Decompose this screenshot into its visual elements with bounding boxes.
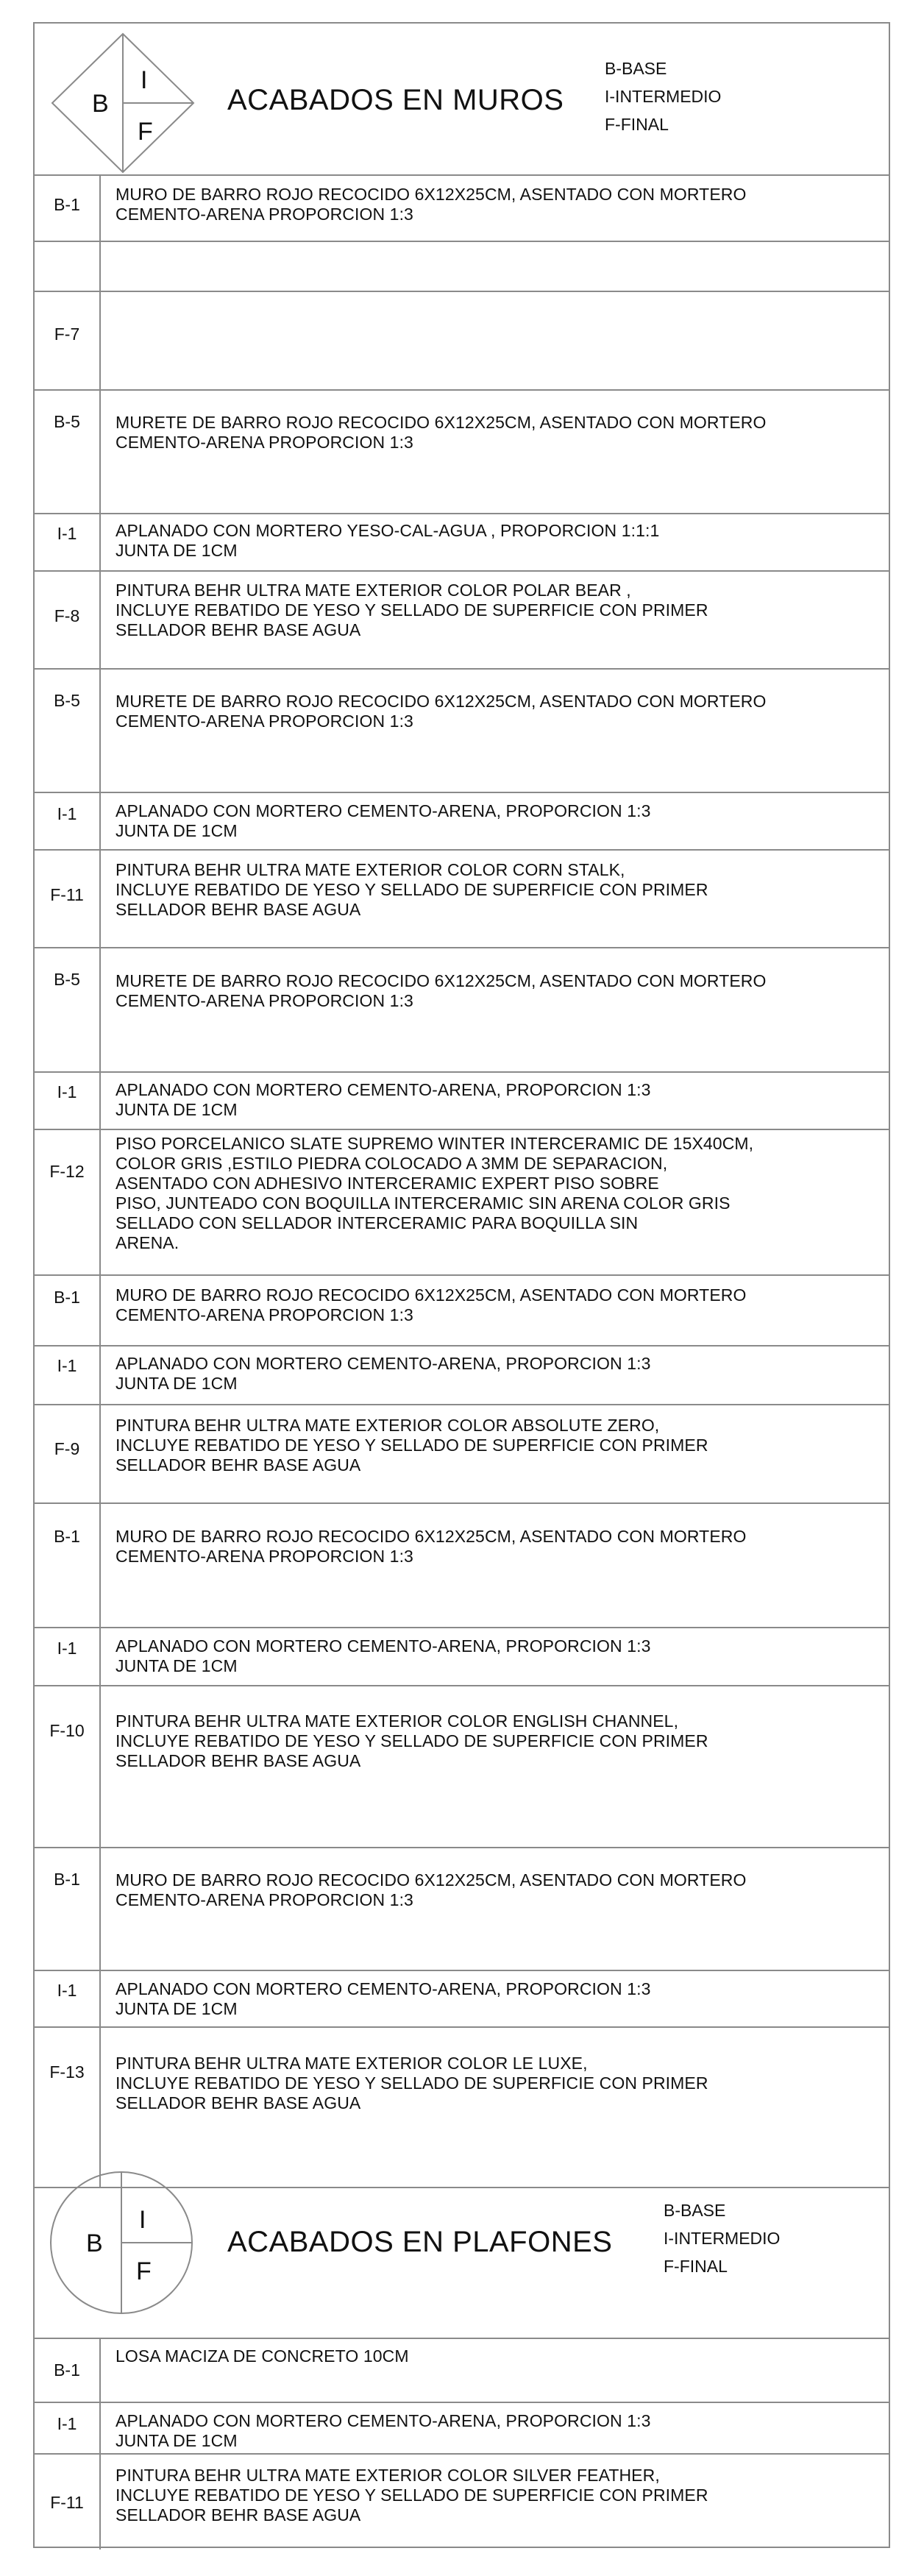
wall-finish-row-code: F-9	[54, 1439, 80, 1458]
legend-base: B-BASE	[605, 59, 667, 78]
wall-finish-row-description: PINTURA BEHR ULTRA MATE EXTERIOR COLOR LE LUXE, INCLUYE REBATIDO DE YESO Y SELLADO DE SUPERFICIE CON PRIMER SELLADOR BEHR BASE AGUA	[115, 2054, 708, 2112]
table-top-rule	[35, 2338, 889, 2339]
symbol-base-letter: B	[92, 90, 109, 118]
wall-finish-row-code: I-1	[57, 1639, 77, 1658]
symbol-base-letter: B	[86, 2229, 103, 2257]
row-divider	[35, 1627, 889, 1628]
wall-finish-row-code: B-1	[54, 1288, 80, 1307]
row-divider	[35, 947, 889, 948]
ceiling-finish-row-code: I-1	[57, 2414, 77, 2433]
row-divider	[35, 513, 889, 514]
wall-finish-row-description: APLANADO CON MORTERO CEMENTO-ARENA, PROPORCION 1:3 JUNTA DE 1CM	[115, 1354, 651, 1393]
legend-intermediate: I-INTERMEDIO	[664, 2229, 781, 2248]
wall-finish-row-code: B-1	[54, 195, 80, 214]
wall-finish-row-code: I-1	[57, 1356, 77, 1375]
ceiling-finish-row-code: F-11	[50, 2493, 84, 2512]
wall-finish-row-description: PINTURA BEHR ULTRA MATE EXTERIOR COLOR CORN STALK, INCLUYE REBATIDO DE YESO Y SELLADO DE SUPERFICIE CON PRIMER SELLADOR BEHR BASE AGUA	[115, 860, 708, 919]
row-divider	[35, 389, 889, 391]
wall-finish-row-description: PINTURA BEHR ULTRA MATE EXTERIOR COLOR ENGLISH CHANNEL, INCLUYE REBATIDO DE YESO Y SELLADO DE SUPERFICIE CON PRIMER SELLADOR BEHR BASE AGUA	[115, 1711, 708, 1770]
row-divider	[35, 1847, 889, 1848]
wall-finish-row-code: B-1	[54, 1870, 80, 1889]
table-top-rule	[35, 174, 889, 176]
wall-finish-row-description: MURO DE BARRO ROJO RECOCIDO 6X12X25CM, ASENTADO CON MORTERO CEMENTO-ARENA PROPORCION 1:3	[115, 1527, 747, 1566]
row-divider	[35, 1071, 889, 1073]
wall-finish-row-description: PINTURA BEHR ULTRA MATE EXTERIOR COLOR ABSOLUTE ZERO, INCLUYE REBATIDO DE YESO Y SELLADO DE SUPERFICIE CON PRIMER SELLADOR BEHR BASE AGUA	[115, 1416, 708, 1475]
wall-finish-row-code: B-5	[54, 412, 80, 431]
wall-finish-row-description: PISO PORCELANICO SLATE SUPREMO WINTER INTERCERAMIC DE 15X40CM, COLOR GRIS ,ESTILO PIEDRA COLOCADO A 3MM DE SEPARACION, ASENTADO CON ADHESIVO INTERCERAMIC EXPERT PISO SOBRE PISO, JUNTEADO CON BOQUILLA INTERCERAMIC SIN ARENA COLOR GRIS SELLADO CON SELLADOR INTERCERAMIC PARA BOQUILLA SIN ARENA.	[115, 1134, 754, 1252]
row-divider	[35, 2402, 889, 2403]
legend-intermediate: I-INTERMEDIO	[605, 87, 722, 106]
symbol-intermediate-letter: I	[139, 2206, 146, 2234]
wall-finish-row-code: F-13	[49, 2062, 85, 2082]
section-divider	[35, 2187, 889, 2188]
row-divider	[35, 1345, 889, 1346]
wall-finish-row-description: MURO DE BARRO ROJO RECOCIDO 6X12X25CM, ASENTADO CON MORTERO CEMENTO-ARENA PROPORCION 1:3	[115, 1870, 747, 1909]
finishes-sheet	[33, 22, 890, 2548]
walls-section-title: ACABADOS EN MUROS	[227, 84, 564, 116]
wall-finish-row-code: F-10	[49, 1721, 85, 1740]
row-divider	[35, 1970, 889, 1971]
row-divider	[35, 2453, 889, 2455]
wall-finish-row-code: I-1	[57, 1981, 77, 2000]
row-divider	[35, 570, 889, 572]
wall-finish-row-description: APLANADO CON MORTERO CEMENTO-ARENA, PROPORCION 1:3 JUNTA DE 1CM	[115, 1979, 651, 2018]
wall-finish-row-code: F-11	[50, 885, 84, 904]
legend-base: B-BASE	[664, 2201, 726, 2220]
wall-finish-row-description: PINTURA BEHR ULTRA MATE EXTERIOR COLOR POLAR BEAR , INCLUYE REBATIDO DE YESO Y SELLADO DE SUPERFICIE CON PRIMER SELLADOR BEHR BASE AGUA	[115, 581, 708, 639]
row-divider	[35, 792, 889, 793]
ceilings-section-title: ACABADOS EN PLAFONES	[227, 2226, 613, 2258]
row-divider	[35, 291, 889, 292]
wall-finish-row-code: F-12	[49, 1162, 85, 1181]
legend-final: F-FINAL	[605, 115, 669, 134]
wall-finish-row-code: F-7	[54, 324, 80, 344]
wall-finish-row-description: MURETE DE BARRO ROJO RECOCIDO 6X12X25CM, ASENTADO CON MORTERO CEMENTO-ARENA PROPORCION 1:3	[115, 413, 767, 452]
code-column-divider	[99, 2338, 101, 2550]
ceilings-legend	[664, 2196, 780, 2280]
wall-finish-row-code: B-1	[54, 1527, 80, 1546]
symbol-final-letter: F	[136, 2257, 152, 2285]
wall-finish-row-description: APLANADO CON MORTERO CEMENTO-ARENA, PROPORCION 1:3 JUNTA DE 1CM	[115, 1636, 651, 1675]
wall-finish-row-code: I-1	[57, 524, 77, 543]
row-divider	[35, 1685, 889, 1686]
row-divider	[35, 241, 889, 242]
row-divider	[35, 849, 889, 851]
wall-finish-row-code: I-1	[57, 1082, 77, 1101]
symbol-final-letter: F	[138, 118, 153, 146]
ceiling-finish-row-description: APLANADO CON MORTERO CEMENTO-ARENA, PROPORCION 1:3 JUNTA DE 1CM	[115, 2411, 651, 2450]
wall-finish-row-description: APLANADO CON MORTERO CEMENTO-ARENA, PROPORCION 1:3 JUNTA DE 1CM	[115, 1080, 651, 1119]
wall-finish-row-code: F-8	[54, 606, 80, 625]
wall-finish-row-description: MURETE DE BARRO ROJO RECOCIDO 6X12X25CM, ASENTADO CON MORTERO CEMENTO-ARENA PROPORCION 1:3	[115, 971, 767, 1010]
ceiling-finish-row-code: B-1	[54, 2360, 80, 2380]
row-divider	[35, 1404, 889, 1405]
wall-finish-row-description: MURETE DE BARRO ROJO RECOCIDO 6X12X25CM, ASENTADO CON MORTERO CEMENTO-ARENA PROPORCION 1:3	[115, 692, 767, 731]
code-column-divider	[99, 174, 101, 2187]
row-divider	[35, 668, 889, 670]
wall-finish-row-code: B-5	[54, 970, 80, 989]
wall-finish-diamond-symbol	[48, 29, 198, 177]
wall-finish-row-description: MURO DE BARRO ROJO RECOCIDO 6X12X25CM, ASENTADO CON MORTERO CEMENTO-ARENA PROPORCION 1:3	[115, 1285, 747, 1324]
row-divider	[35, 1502, 889, 1504]
row-divider	[35, 2026, 889, 2028]
ceiling-finish-row-description: LOSA MACIZA DE CONCRETO 10CM	[115, 2346, 409, 2366]
wall-finish-row-description: APLANADO CON MORTERO YESO-CAL-AGUA , PROPORCION 1:1:1 JUNTA DE 1CM	[115, 521, 660, 560]
ceiling-finish-row-description: PINTURA BEHR ULTRA MATE EXTERIOR COLOR SILVER FEATHER, INCLUYE REBATIDO DE YESO Y SELLADO DE SUPERFICIE CON PRIMER SELLADOR BEHR BASE AGUA	[115, 2466, 708, 2524]
walls-legend	[605, 54, 721, 138]
wall-finish-row-code: I-1	[57, 804, 77, 823]
row-divider	[35, 1274, 889, 1276]
symbol-intermediate-letter: I	[141, 66, 148, 94]
wall-finish-row-code: B-5	[54, 691, 80, 710]
row-divider	[35, 1129, 889, 1130]
wall-finish-row-description: MURO DE BARRO ROJO RECOCIDO 6X12X25CM, ASENTADO CON MORTERO CEMENTO-ARENA PROPORCION 1:3	[115, 185, 747, 224]
ceiling-finish-circle-symbol	[48, 2169, 198, 2316]
legend-final: F-FINAL	[664, 2257, 728, 2276]
wall-finish-row-description: APLANADO CON MORTERO CEMENTO-ARENA, PROPORCION 1:3 JUNTA DE 1CM	[115, 801, 651, 840]
